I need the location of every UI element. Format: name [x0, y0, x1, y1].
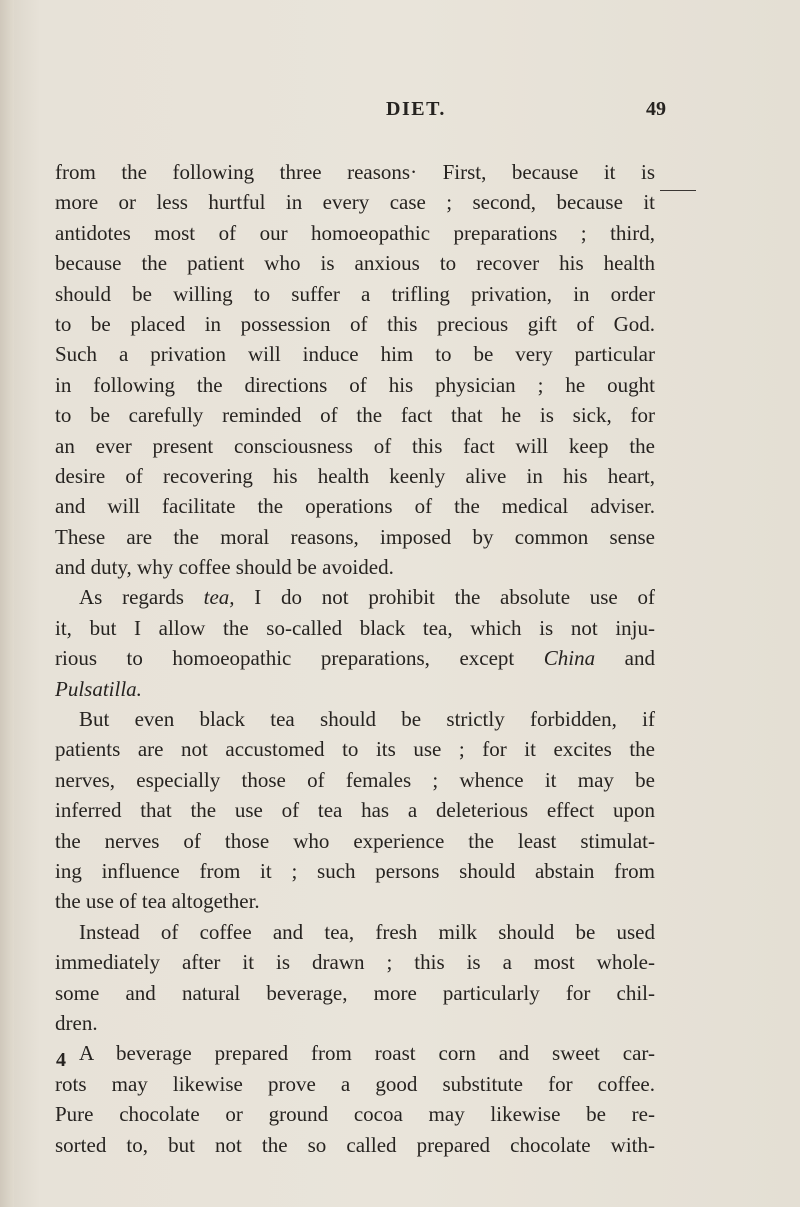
signature-mark: 4: [56, 1049, 66, 1071]
text-line: These are the moral reasons, imposed by common sense: [55, 524, 655, 549]
text-line: nerves, especially those of females ; whence it may be: [55, 767, 655, 792]
text-line: But even black tea should be strictly forbidden, if: [79, 707, 655, 732]
text-line: desire of recovering his health keenly alive in his heart,: [55, 463, 655, 488]
text-line: dren.: [55, 1010, 98, 1035]
text-line: the nerves of those who experience the least stimulat-: [55, 828, 655, 853]
margin-pencil-mark: [660, 190, 696, 191]
text-line: Pure chocolate or ground cocoa may likewise be re-: [55, 1102, 655, 1127]
text-line: Instead of coffee and tea, fresh milk should be used: [79, 919, 655, 944]
text-line: more or less hurtful in every case ; second, because it: [55, 190, 655, 215]
text-line: because the patient who is anxious to recover his health: [55, 251, 655, 276]
text-line: and will facilitate the operations of the medical adviser.: [55, 494, 655, 519]
page-gutter: [0, 0, 14, 1207]
text-line: [55, 674, 655, 704]
text-line: and duty, why coffee should be avoided.: [55, 555, 394, 580]
text-line: antidotes most of our homoeopathic preparations ; third,: [55, 220, 655, 245]
text-line: the use of tea altogether.: [55, 889, 260, 914]
text-line: Such a privation will induce him to be very particular: [55, 342, 655, 367]
text-line: [55, 582, 655, 612]
italic-term: Pulsatilla.: [55, 676, 142, 701]
text-line: should be willing to suffer a trifling privation, in order: [55, 281, 655, 306]
text-line: [55, 643, 655, 673]
running-head: DIET.: [386, 98, 446, 120]
text-line: to be placed in possession of this precious gift of God.: [55, 311, 655, 336]
text-line: to be carefully reminded of the fact that he is sick, for: [55, 403, 655, 428]
text-line: inferred that the use of tea has a deleterious effect upon: [55, 798, 655, 823]
page-header: [0, 98, 800, 122]
page-number: 49: [646, 98, 666, 120]
text-run: and: [595, 646, 655, 671]
text-line: it, but I allow the so-called black tea, which is not inju-: [55, 615, 655, 640]
italic-term: tea,: [203, 585, 235, 610]
text-line: immediately after it is drawn ; this is a most whole-: [55, 950, 655, 975]
text-line: ing influence from it ; such persons should abstain from: [55, 858, 655, 883]
text-line: A beverage prepared from roast corn and sweet car-: [79, 1041, 655, 1066]
text-run: rious to homoeopathic preparations, except: [55, 646, 544, 671]
text-line: rots may likewise prove a good substitute for coffee.: [55, 1071, 655, 1096]
text-line: in following the directions of his physician ; he ought: [55, 372, 655, 397]
body-text: [55, 157, 655, 1160]
text-line: from the following three reasons· First, because it is: [55, 160, 655, 184]
italic-term: China: [543, 646, 596, 671]
text-line: sorted to, but not the so called prepared chocolate with-: [55, 1132, 655, 1157]
text-run: I do not prohibit the absolute use of: [234, 585, 655, 610]
text-line: some and natural beverage, more particularly for chil-: [55, 980, 655, 1005]
text-run: As regards: [79, 585, 204, 610]
text-line: patients are not accustomed to its use ; for it excites the: [55, 737, 655, 762]
text-line: an ever present consciousness of this fact will keep the: [55, 433, 655, 458]
